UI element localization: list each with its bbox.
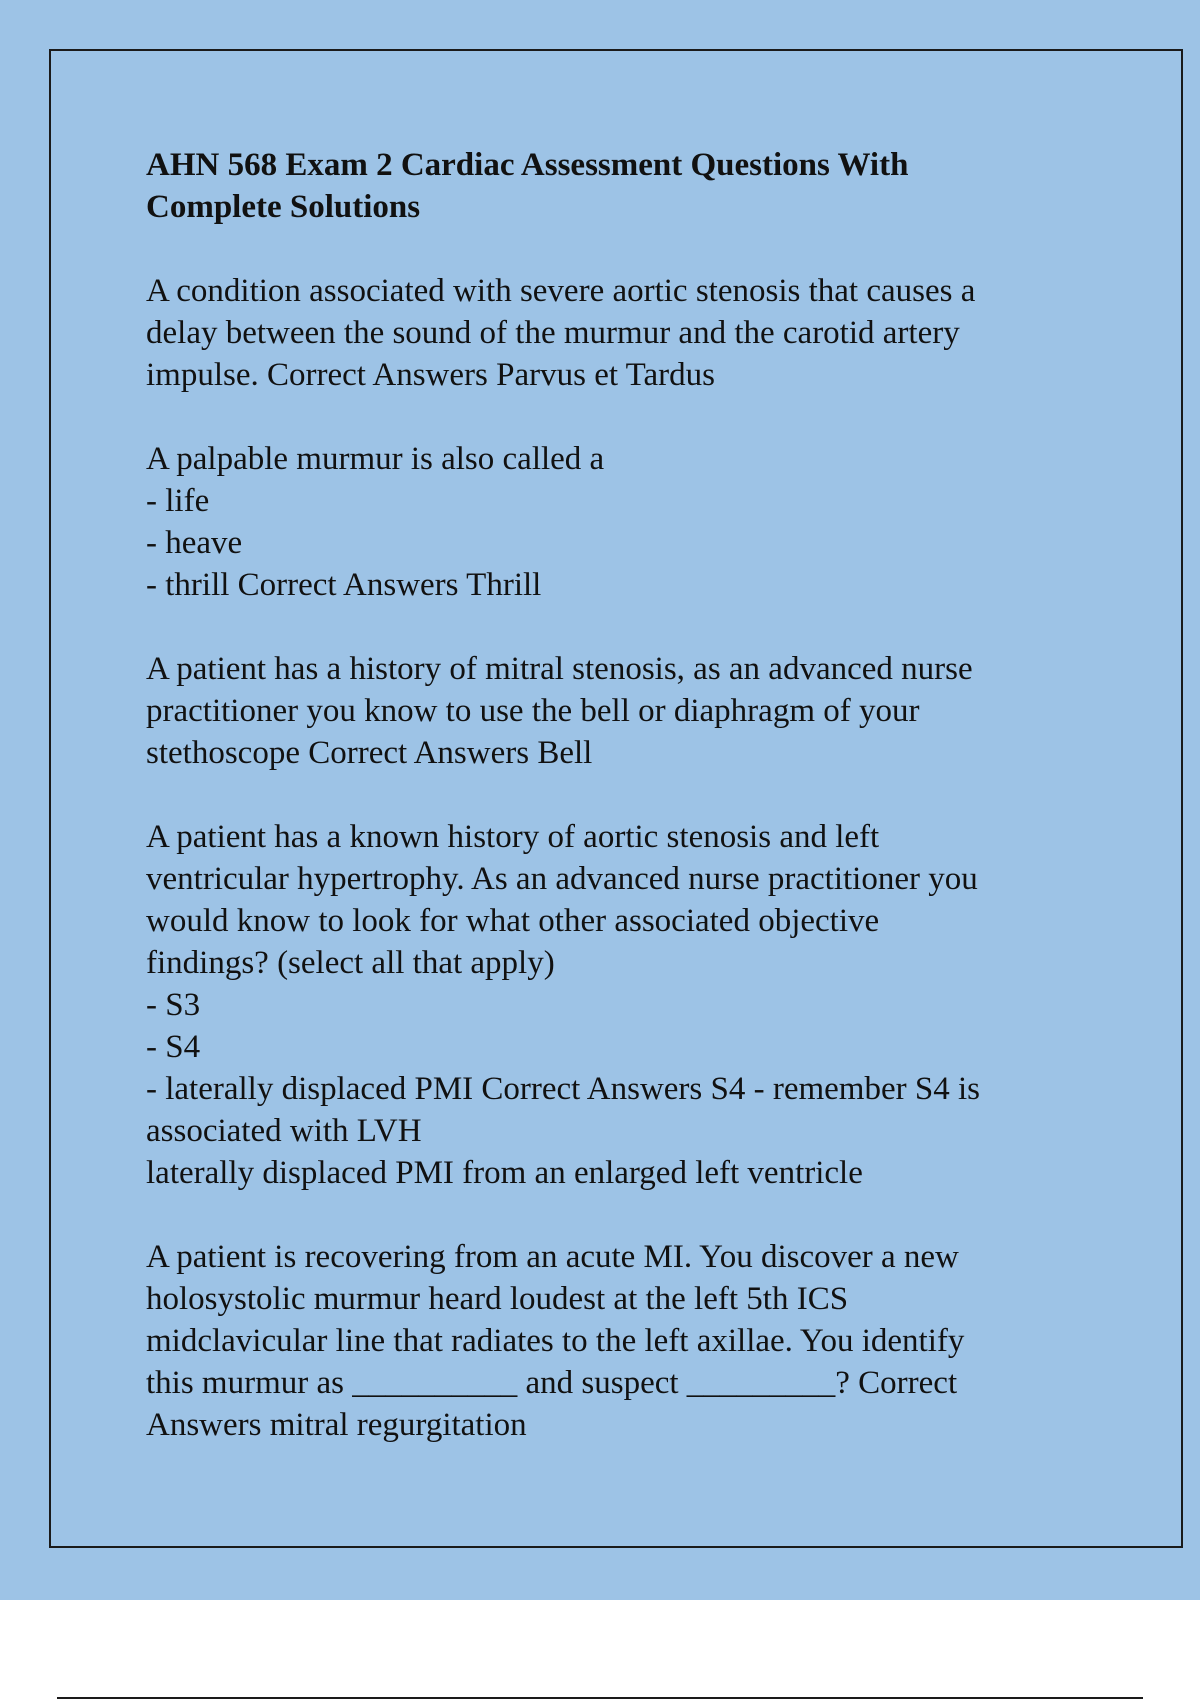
- question-block-palpable-murmur: [146, 438, 1096, 606]
- text-line: associated with LVH: [146, 1113, 422, 1149]
- title-line: AHN 568 Exam 2 Cardiac Assessment Questions With: [146, 147, 909, 183]
- text-line: impulse. Correct Answers Parvus et Tardus: [146, 357, 715, 393]
- text-line: A patient has a known history of aortic stenosis and left: [146, 819, 880, 855]
- text-line: laterally displaced PMI from an enlarged left ventricle: [146, 1155, 863, 1191]
- text-line: - heave: [146, 525, 243, 561]
- question-block-acute-mi-murmur: [146, 1236, 1096, 1446]
- text-line: practitioner you know to use the bell or diaphragm of your: [146, 693, 920, 729]
- footer-rule: [57, 1697, 1143, 1699]
- text-line: A patient is recovering from an acute MI. You discover a new: [146, 1239, 959, 1275]
- text-line: - thrill Correct Answers Thrill: [146, 567, 542, 603]
- text-line: holosystolic murmur heard loudest at the left 5th ICS: [146, 1281, 849, 1317]
- question-block-mitral-stenosis: [146, 648, 1096, 774]
- document-content: [146, 144, 1096, 1446]
- text-line: A condition associated with severe aortic stenosis that causes a: [146, 273, 976, 309]
- text-line: this murmur as __________ and suspect _________? Correct: [146, 1365, 958, 1401]
- question-block-lvh-findings: [146, 816, 1096, 1194]
- title-line: Complete Solutions: [146, 189, 421, 225]
- text-line: Answers mitral regurgitation: [146, 1407, 527, 1443]
- text-line: delay between the sound of the murmur and the carotid artery: [146, 315, 960, 351]
- text-line: A patient has a history of mitral stenosis, as an advanced nurse: [146, 651, 973, 687]
- text-line: midclavicular line that radiates to the left axillae. You identify: [146, 1323, 965, 1359]
- text-line: - laterally displaced PMI Correct Answers S4 - remember S4 is: [146, 1071, 980, 1107]
- text-line: findings? (select all that apply): [146, 945, 555, 981]
- text-line: ventricular hypertrophy. As an advanced nurse practitioner you: [146, 861, 978, 897]
- text-line: - S3: [146, 987, 201, 1023]
- question-block-aortic-stenosis-delay: [146, 270, 1096, 396]
- text-line: - life: [146, 483, 210, 519]
- text-line: stethoscope Correct Answers Bell: [146, 735, 593, 771]
- document-title: [146, 144, 1096, 228]
- text-line: would know to look for what other associated objective: [146, 903, 880, 939]
- text-line: - S4: [146, 1029, 201, 1065]
- text-line: A palpable murmur is also called a: [146, 441, 605, 477]
